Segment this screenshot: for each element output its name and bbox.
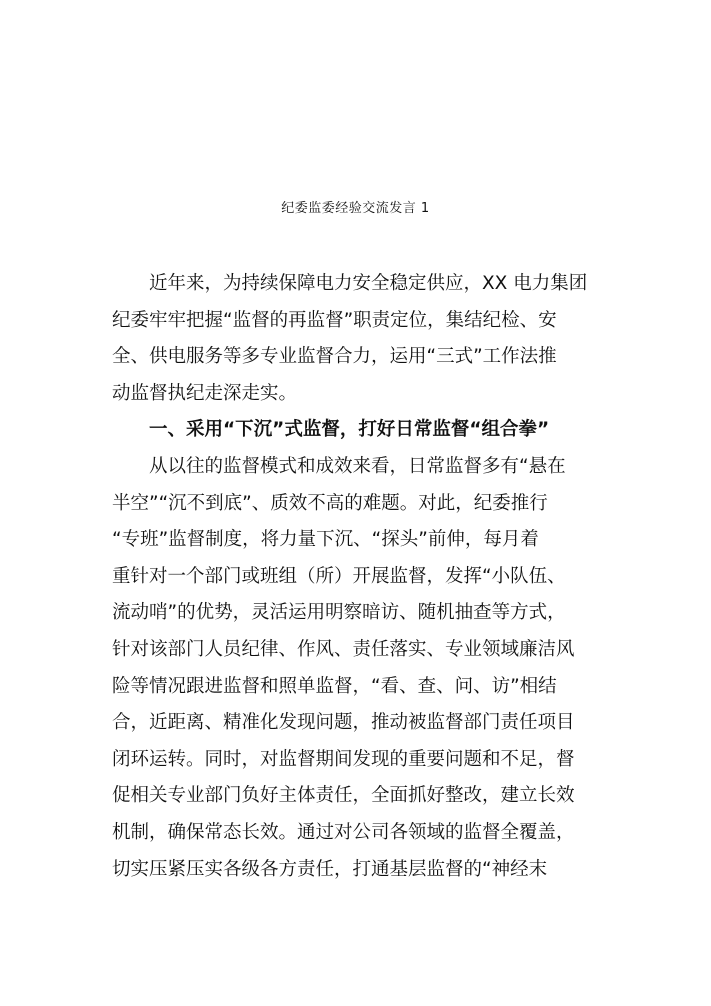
paragraph-line: 闭环运转。同时，对监督期间发现的重要问题和不足，督 — [112, 748, 575, 770]
paragraph-line: 纪委牢牢把握“监督的再监督”职责定位，集结纪检、安 — [112, 309, 557, 331]
document-title: 纪委监委经验交流发言 1 — [281, 201, 430, 216]
paragraph-line: 近年来，为持续保障电力安全稳定供应，XX 电力集团 — [149, 273, 588, 294]
paragraph-line: “专班”监督制度，将力量下沉、“探头”前伸，每月着 — [112, 529, 539, 551]
paragraph-line: 从以往的监督模式和成效来看，日常监督多有“悬在 — [149, 455, 566, 477]
document-body — [112, 266, 588, 888]
paragraph-line: 促相关专业部门负好主体责任，全面抓好整改，建立长效 — [112, 785, 575, 807]
paragraph-line: 机制，确保常态长效。通过对公司各领域的监督全覆盖， — [112, 821, 575, 843]
paragraph-line: 半空”“沉不到底”、质效不高的难题。对此，纪委推行 — [112, 492, 548, 514]
paragraph-line: 全、供电服务等多专业监督合力，运用“三式”工作法推 — [112, 346, 557, 368]
paragraph-line: 险等情况跟进监督和照单监督，“看、查、问、访”相结 — [112, 675, 557, 697]
paragraph-line: 合，近距离、精准化发现问题，推动被监督部门责任项目 — [112, 712, 575, 734]
paragraph-line: 重针对一个部门或班组（所）开展监督，发挥“小队伍、 — [112, 565, 566, 587]
paragraph-line: 动监督执纪走深走实。 — [112, 382, 298, 404]
paragraph-line: 针对该部门人员纪律、作风、责任落实、专业领域廉洁风 — [112, 638, 575, 660]
paragraph-line: 切实压紧压实各级各方责任，打通基层监督的“神经末 — [112, 858, 548, 880]
section-heading: 一、采用“下沉”式监督，打好日常监督“组合拳” — [149, 419, 550, 441]
paragraph-line: 流动哨”的优势，灵活运用明察暗访、随机抽查等方式， — [112, 602, 566, 624]
